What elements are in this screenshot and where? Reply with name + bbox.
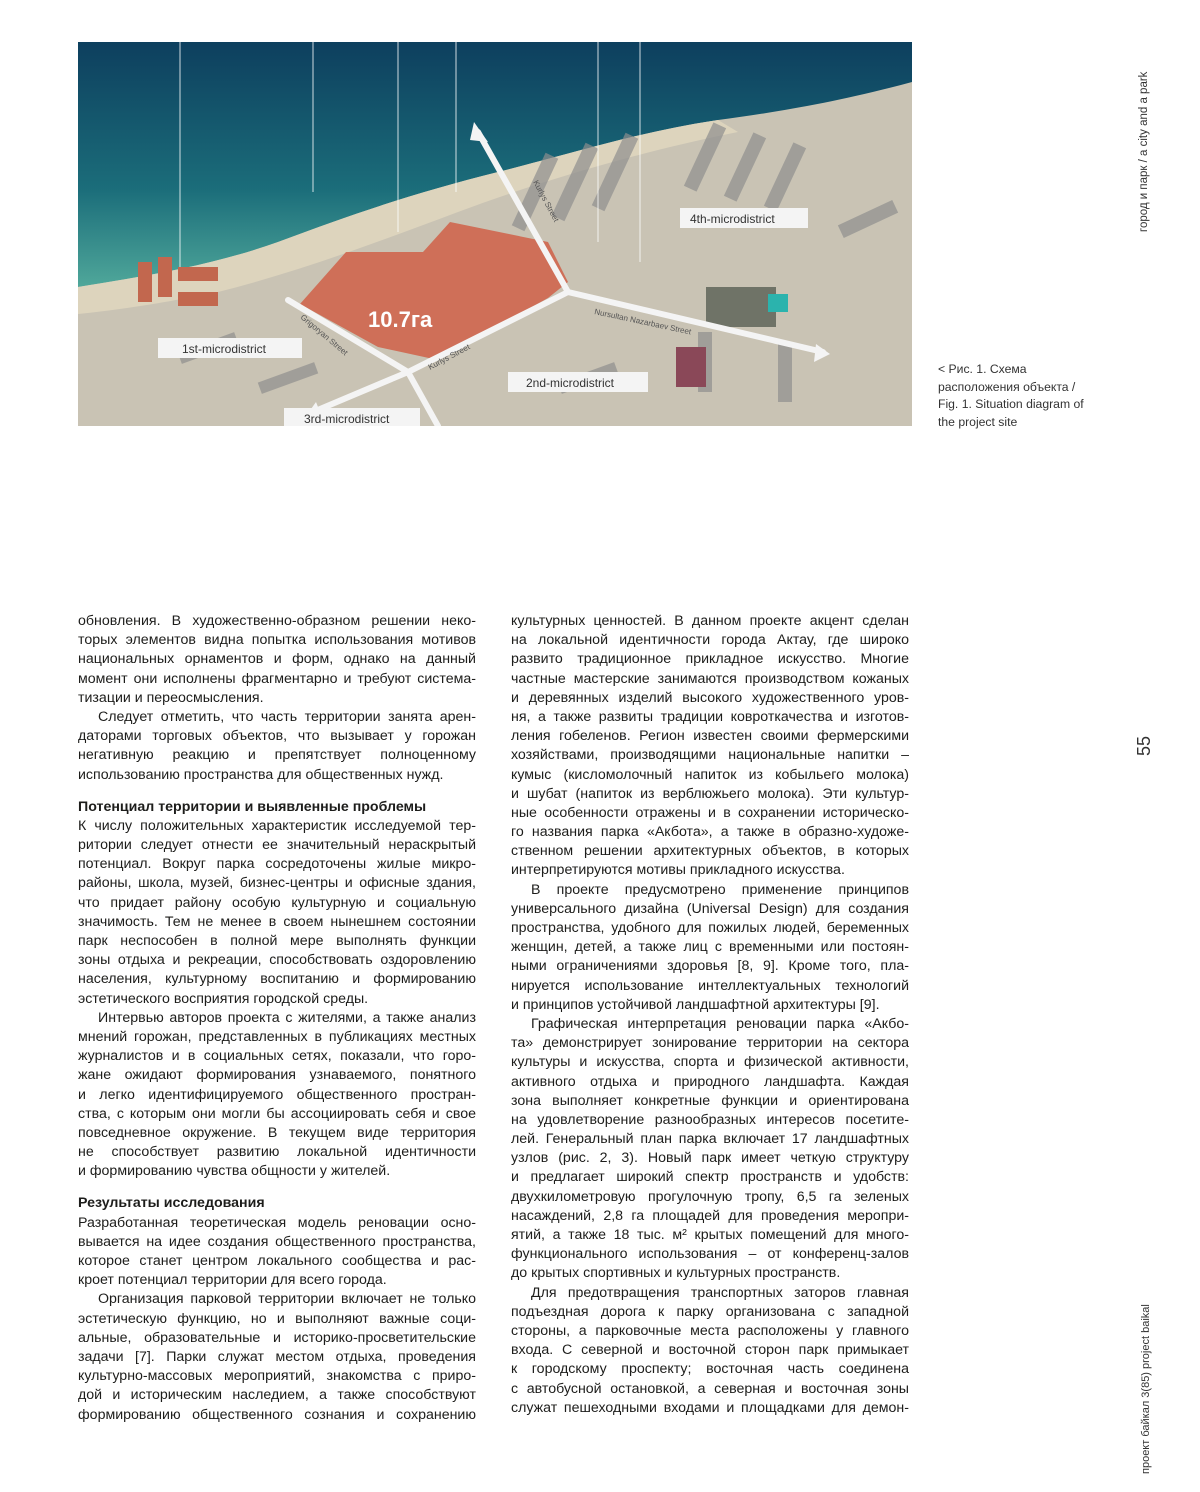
paragraph [78,612,476,708]
paragraph [511,1015,909,1284]
text-line: ня, а также развиты традиции ковроткачества и изготов- [511,708,909,727]
text-line: Графическая интерпретация реновации парка «Акбо- [511,1015,909,1034]
text-line: вывается на идее создания общественного пространства, [78,1233,476,1252]
text-line: активного отдыха и природного ландшафта. Каждая [511,1073,909,1092]
paragraph [511,881,909,1015]
text-line: задачи [7]. Парки служат местом отдыха, проведения [78,1348,476,1367]
text-line: национальных орнаментов и форм, однако на данный [78,650,476,669]
text-line: дой и историческим наследием, а также способствуют [78,1386,476,1405]
journal-footer: проект байкал 3(85) project baikal [1140,1304,1152,1474]
paragraph [78,708,476,785]
section-title: город и парк / a city and a park [1138,72,1150,232]
text-line: функционального использования – от конференц-залов [511,1245,909,1264]
text-line: на удовлетворение разнообразных интересов посетите- [511,1111,909,1130]
text-line: населения, культурному воспитанию и формированию [78,970,476,989]
text-line: к городскому проспекту; восточная часть соединена [511,1360,909,1379]
text-line: двухкилометровую прогулочную тропу, 6,5 га зеленых [511,1188,909,1207]
page-number: 55 [1134,736,1155,756]
street-label-kurlys: Kurlys Street [427,342,472,372]
caption-line: Fig. 1. Situation diagram of [938,396,1138,414]
text-line: тизации и переосмысления. [78,689,476,708]
text-line: мнений горожан, представленных в публикациях местных [78,1028,476,1047]
text-line: Интервью авторов проекта с жителями, а также анализ [78,1009,476,1028]
text-line: пространства, удобного для пожилых людей, беременных [511,919,909,938]
paragraph [511,612,909,881]
text-line: зона выполняет конкретные функции и ориентирована [511,1092,909,1111]
text-line: момент они исполнены фрагментарно и требуют система- [78,670,476,689]
text-line: ятий, а также 18 тыс. м² крытых помещений для много- [511,1226,909,1245]
text-line: с автобусной остановкой, а северная и восточная зоны [511,1380,909,1399]
text-line: Организация парковой территории включает не только [78,1290,476,1309]
caption-line: the project site [938,414,1138,432]
text-line: значимость. Тем не менее в своем нынешнем состоянии [78,913,476,932]
text-line: и шубат (напиток из верблюжьего молока). Эти культур- [511,785,909,804]
text-line: ные особенности отражены и в сохранении историческо- [511,804,909,823]
caption-line: расположения объекта / [938,379,1138,397]
text-line: до крытых спортивных и культурных пространств. [511,1264,909,1283]
paragraph [78,1009,476,1182]
text-line: ными ограничениями здоровья [8, 9]. Кроме того, пла- [511,957,909,976]
text-line: даторами торговых объектов, что вызывает у горожан [78,727,476,746]
text-line: культурных ценностей. В данном проекте акцент сделан [511,612,909,631]
paragraph [78,817,476,1009]
text-line: стороны, а парковочные места расположены у главного [511,1322,909,1341]
caption-line: < Рис. 1. Схема [938,361,1138,379]
text-line: К числу положительных характеристик исследуемой тер- [78,817,476,836]
paragraph [78,1214,476,1291]
street-label-nazarbaev: Nursultan Nazarbaev Street [594,307,693,336]
text-line: негативную реакцию и препятствует полноценному [78,746,476,765]
text-line: жане ожидают формирования узнаваемого, понятного [78,1066,476,1085]
text-line: и предлагает широкий спектр пространств и удобств: [511,1168,909,1187]
text-line: районы, школа, музей, бизнес-центры и офисные здания, [78,874,476,893]
text-line: альные, образовательные и историко-просветительские [78,1329,476,1348]
text-line: узлов (рис. 2, 3). Новый парк имеет четкую структуру [511,1149,909,1168]
text-line: нируется использование интеллектуальных технологий [511,977,909,996]
street-label-grigoryan: Grigoryan Street [299,313,350,358]
text-line: Следует отметить, что часть территории занята арен- [78,708,476,727]
text-line: парк неспособен в полной мере выполнять функции [78,932,476,951]
text-line: развито традиционное прикладное искусство. Многие [511,650,909,669]
text-line: интерпретируются мотивы прикладного искусства. [511,861,909,880]
text-line: В проекте предусмотрено применение принципов [511,881,909,900]
text-line: что придает району особую культурную и социальную [78,894,476,913]
text-line: служат пешеходными входами и площадками для демон- [511,1399,909,1418]
text-line: подъездная дорога к парку организована с западной [511,1303,909,1322]
text-line: Для предотвращения транспортных заторов главная [511,1284,909,1303]
text-line: лей. Генеральный план парка включает 17 ландшафтных [511,1130,909,1149]
text-line: та» демонстрирует зонирование территории на сектора [511,1034,909,1053]
text-line: эстетическую функцию, но и выполняют важные соци- [78,1310,476,1329]
paragraph [78,1290,476,1424]
text-line: на локальной идентичности города Актау, где широко [511,631,909,650]
text-line: входа. С северной и восточной сторон парк примыкает [511,1341,909,1360]
text-line: и деревянных изделий высокого художественного уров- [511,689,909,708]
district-label-1st: 1st-microdistrict [182,342,267,356]
text-column-right [511,612,909,1418]
text-line: не способствует развитию локальной идентичности [78,1143,476,1162]
text-line: журналистов и в социальных сетях, показали, что горо- [78,1047,476,1066]
text-line: женщин, детей, а также лиц с временными или постоян- [511,938,909,957]
figure-caption [938,361,1138,431]
situation-diagram-aerial-photo [78,42,912,426]
text-line: культуры и искусства, спорта и физической активности, [511,1053,909,1072]
text-line: кроет потенциал территории для всего города. [78,1271,476,1290]
text-line: культурно-массовых мероприятий, знакомства с приро- [78,1367,476,1386]
text-line: ритории следует отнести ее значительный нераскрытый [78,836,476,855]
text-line: ства, с которым они могли бы ассоциировать себя и свое [78,1105,476,1124]
text-line: и легко идентифицируемого общественного простран- [78,1086,476,1105]
text-line: ственном решении архитектурных объектов, в которых [511,842,909,861]
text-line: хозяйствами, производящими национальные напитки – [511,746,909,765]
paragraph [511,1284,909,1418]
text-line: и формированию чувства общности у жителей. [78,1162,476,1181]
text-line: которое станет центром локального сообщества и рас- [78,1252,476,1271]
text-line: обновления. В художественно-образном решении неко- [78,612,476,631]
text-line: го названия парка «Акбота», а также в образно-художе- [511,823,909,842]
district-label-4th: 4th-microdistrict [690,212,775,226]
street-label-north: Kurlys Street [531,179,561,224]
section-heading: Потенциал территории и выявленные проблемы [78,798,476,817]
district-label-2nd: 2nd-microdistrict [526,376,615,390]
text-line: и принципов устойчивой ландшафтной архитектуры [9]. [511,996,909,1015]
text-line: зоны отдыха и рекреации, способствовать оздоровлению [78,951,476,970]
text-line: потенциал. Вокруг парка сосредоточены жилые микро- [78,855,476,874]
text-line: повседневное окружение. В текущем виде территория [78,1124,476,1143]
text-line: кумыс (кисломолочный напиток из кобыльего молока) [511,766,909,785]
text-line: насаждений, 2,8 га площадей для проведения меропри- [511,1207,909,1226]
text-line: Разработанная теоретическая модель реновации осно- [78,1214,476,1233]
text-line: формированию общественного сознания и сохранению [78,1406,476,1425]
text-line: торых элементов видна попытка использования мотивов [78,631,476,650]
text-line: эстетического восприятия городской среды. [78,990,476,1009]
text-line: частные мастерские занимаются производством кожаных [511,670,909,689]
text-line: ления гобеленов. Регион известен своими фермерскими [511,727,909,746]
text-line: использованию пространства для общественных нужд. [78,766,476,785]
section-heading: Результаты исследования [78,1194,476,1213]
district-label-3rd: 3rd-microdistrict [304,412,390,426]
text-column-left [78,612,476,1425]
area-label: 10.7га [368,307,433,332]
text-line: универсального дизайна (Universal Design) для создания [511,900,909,919]
